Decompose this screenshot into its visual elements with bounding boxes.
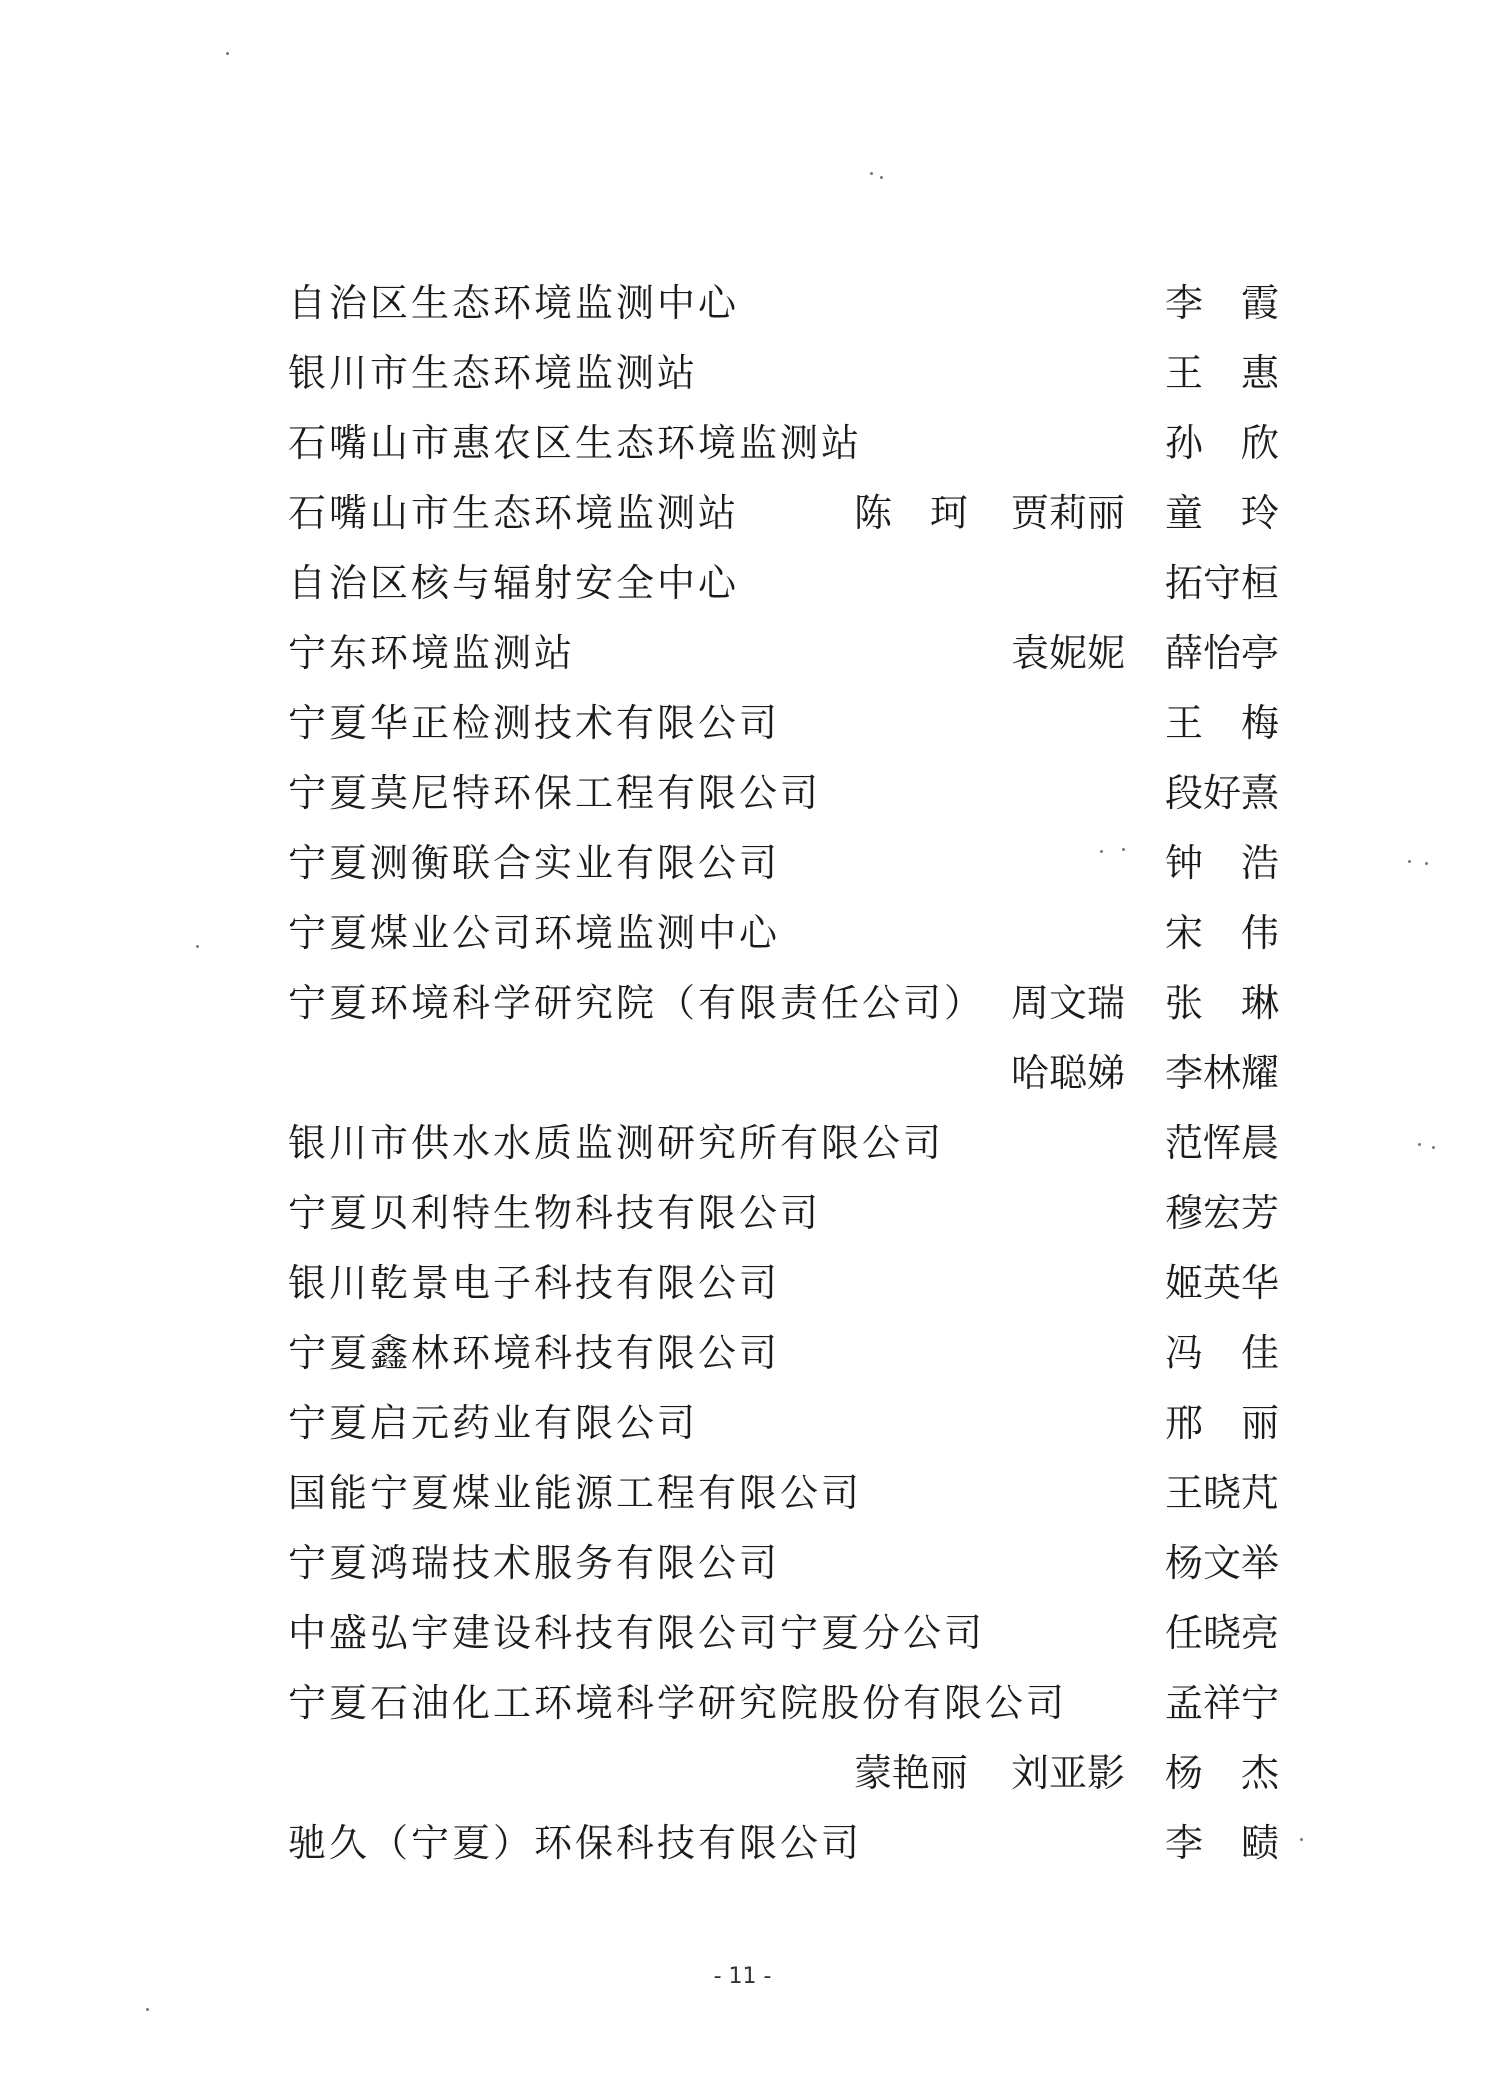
person-name [848, 968, 968, 1038]
person-name: 贾莉丽 [1010, 491, 1125, 535]
person-name: 邢 丽 [1165, 1401, 1280, 1445]
person-name: 陈 珂 [853, 491, 968, 535]
person-name [848, 618, 968, 688]
organization-name: 国能宁夏煤业能源工程有限公司 [288, 1471, 863, 1515]
person-name [1005, 1668, 1125, 1738]
person-name [1005, 828, 1125, 898]
organization-name: 宁夏启元药业有限公司 [288, 1401, 699, 1445]
person-name [1005, 408, 1125, 478]
person-name [1005, 898, 1125, 968]
person-name [848, 758, 968, 828]
person-name [1005, 1458, 1125, 1528]
person-name [848, 1318, 968, 1388]
list-row [0, 478, 1485, 548]
organization-name: 宁夏鸿瑞技术服务有限公司 [288, 1541, 781, 1585]
list-row [0, 898, 1485, 968]
person-name [848, 1178, 968, 1248]
list-row [0, 268, 1485, 338]
person-name [848, 688, 968, 758]
organization-name: 宁夏华正检测技术有限公司 [288, 701, 781, 745]
person-name [848, 1388, 968, 1458]
scan-speck [1425, 862, 1428, 865]
person-name [1005, 1108, 1125, 1178]
person-name [1005, 338, 1125, 408]
person-name [1005, 1178, 1125, 1248]
scan-speck [1418, 1143, 1421, 1146]
person-name: 蒙艳丽 [853, 1751, 968, 1795]
person-name [848, 1668, 968, 1738]
person-name [1005, 1598, 1125, 1668]
list-row [0, 408, 1485, 478]
organization-name: 自治区核与辐射安全中心 [288, 561, 740, 605]
person-name [1005, 1808, 1125, 1878]
list-row [0, 1808, 1485, 1878]
person-name [1005, 758, 1125, 828]
list-row [0, 1248, 1485, 1318]
person-name [848, 1108, 968, 1178]
person-name [848, 1528, 968, 1598]
person-name: 李林耀 [1165, 1051, 1280, 1095]
organization-name: 宁夏莫尼特环保工程有限公司 [288, 771, 822, 815]
organization-name: 宁夏环境科学研究院（有限责任公司） [288, 981, 986, 1025]
scan-speck [146, 2008, 149, 2011]
person-name [848, 268, 968, 338]
scan-speck [196, 945, 199, 948]
person-name: 哈聪娣 [1010, 1051, 1125, 1095]
list-row [0, 1038, 1485, 1108]
list-row [0, 1528, 1485, 1598]
organization-name: 银川市生态环境监测站 [288, 351, 699, 395]
list-row [0, 1108, 1485, 1178]
person-name [848, 1458, 968, 1528]
organization-name: 宁夏煤业公司环境监测中心 [288, 911, 781, 955]
list-row [0, 1738, 1485, 1808]
organization-name: 石嘴山市生态环境监测站 [288, 491, 740, 535]
person-name [848, 1038, 968, 1108]
person-name [848, 828, 968, 898]
person-name [848, 408, 968, 478]
person-name: 钟 浩 [1165, 841, 1280, 885]
person-name: 任晓亮 [1165, 1611, 1280, 1655]
list-row [0, 1388, 1485, 1458]
person-name: 王晓芃 [1165, 1471, 1280, 1515]
person-name [1005, 1528, 1125, 1598]
person-name: 王 梅 [1165, 701, 1280, 745]
person-name: 姬英华 [1165, 1261, 1280, 1305]
scan-speck [226, 52, 229, 55]
person-name [848, 1598, 968, 1668]
organization-name: 中盛弘宇建设科技有限公司宁夏分公司 [288, 1611, 986, 1655]
person-name: 段好熹 [1165, 771, 1280, 815]
person-name: 宋 伟 [1165, 911, 1280, 955]
person-name: 周文瑞 [1010, 981, 1125, 1025]
scan-speck [1122, 848, 1125, 851]
organization-name: 银川乾景电子科技有限公司 [288, 1261, 781, 1305]
list-row [0, 828, 1485, 898]
person-name [1005, 548, 1125, 618]
person-name: 孙 欣 [1165, 421, 1280, 465]
person-name: 李 赜 [1165, 1821, 1280, 1865]
organization-name: 宁夏贝利特生物科技有限公司 [288, 1191, 822, 1235]
person-name: 张 琳 [1165, 981, 1280, 1025]
person-name [848, 1248, 968, 1318]
person-name: 杨文举 [1165, 1541, 1280, 1585]
person-name [848, 338, 968, 408]
person-name: 冯 佳 [1165, 1331, 1280, 1375]
person-name [1005, 688, 1125, 758]
organization-name: 自治区生态环境监测中心 [288, 281, 740, 325]
page-number: - 11 - [713, 1964, 772, 1989]
person-name: 童 玲 [1165, 491, 1280, 535]
organization-name: 驰久（宁夏）环保科技有限公司 [288, 1821, 863, 1865]
person-name: 袁妮妮 [1010, 631, 1125, 675]
person-name: 杨 杰 [1165, 1751, 1280, 1795]
person-name: 拓守桓 [1165, 561, 1280, 605]
organization-name: 石嘴山市惠农区生态环境监测站 [288, 421, 863, 465]
list-row [0, 548, 1485, 618]
person-name [848, 1808, 968, 1878]
scan-speck [870, 172, 873, 175]
person-name: 孟祥宁 [1165, 1681, 1280, 1725]
person-name [1005, 1388, 1125, 1458]
person-name [1005, 1248, 1125, 1318]
person-name [1005, 1318, 1125, 1388]
person-name: 范恽晨 [1165, 1121, 1280, 1165]
scan-speck [880, 176, 883, 179]
list-row [0, 1178, 1485, 1248]
list-row [0, 968, 1485, 1038]
person-name: 穆宏芳 [1165, 1191, 1280, 1235]
person-name: 王 惠 [1165, 351, 1280, 395]
organization-name: 宁夏石油化工环境科学研究院股份有限公司 [288, 1681, 1068, 1725]
person-name [1005, 268, 1125, 338]
organization-name: 宁夏测衡联合实业有限公司 [288, 841, 781, 885]
scan-speck [1408, 860, 1411, 863]
scan-speck [1300, 1838, 1303, 1841]
person-name: 薛怡亭 [1165, 631, 1280, 675]
list-row [0, 1668, 1485, 1738]
list-row [0, 688, 1485, 758]
scan-speck [1100, 850, 1103, 853]
list-row [0, 1598, 1485, 1668]
person-name [848, 548, 968, 618]
list-row [0, 618, 1485, 688]
person-name: 李 霞 [1165, 281, 1280, 325]
organization-name: 宁东环境监测站 [288, 631, 576, 675]
organization-name: 银川市供水水质监测研究所有限公司 [288, 1121, 945, 1165]
list-row [0, 1318, 1485, 1388]
organization-name: 宁夏鑫林环境科技有限公司 [288, 1331, 781, 1375]
list-row [0, 1458, 1485, 1528]
list-row [0, 338, 1485, 408]
person-name: 刘亚影 [1010, 1751, 1125, 1795]
list-row [0, 758, 1485, 828]
scan-speck [1432, 1146, 1435, 1149]
person-name [848, 898, 968, 968]
